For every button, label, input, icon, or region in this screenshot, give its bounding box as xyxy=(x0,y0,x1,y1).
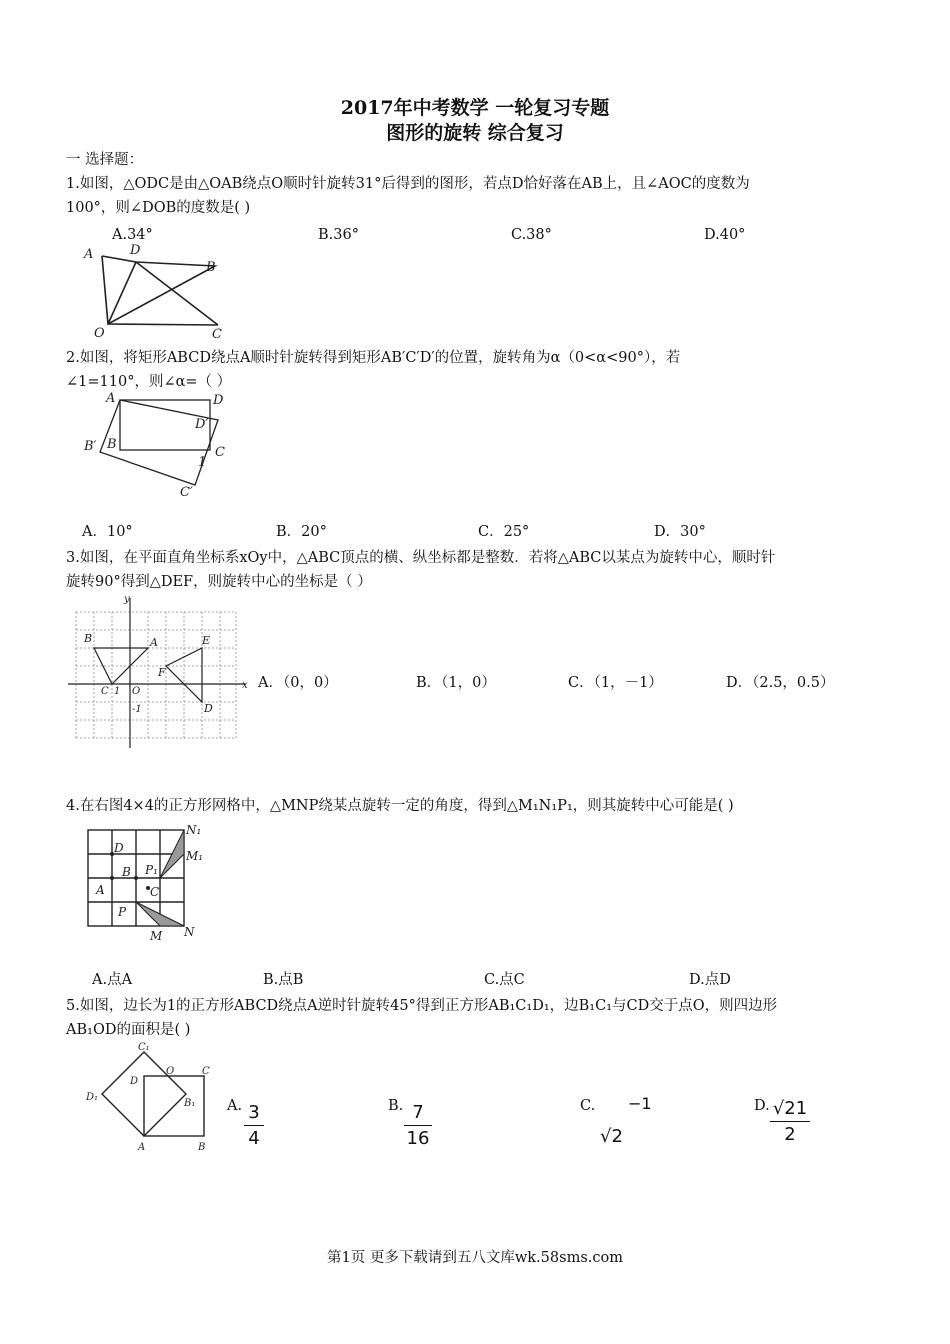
q2-label-c-prime: C′ xyxy=(180,485,193,500)
page-title-line1: 2017年中考数学 一轮复习专题 xyxy=(340,97,610,119)
q1-label-a: A xyxy=(84,247,94,262)
q2-label-d: D xyxy=(213,393,224,408)
q4-label-b: B xyxy=(122,865,131,879)
q1-label-o: O xyxy=(94,326,105,341)
q2-label-a: A xyxy=(106,391,116,406)
q5-answer-d-denominator: 2 xyxy=(784,1124,796,1145)
q4-label-p1: P₁ xyxy=(145,863,158,877)
q5-text-line1: 5.如图，边长为1的正方形ABCD绕点A逆时针旋转45°得到正方形AB₁C₁D₁，边B₁C₁与CD交于点O，则四边形 xyxy=(66,998,778,1014)
q5-answer-b-fraction xyxy=(404,1102,432,1149)
q5-answer-a-fraction xyxy=(244,1102,264,1149)
q4-label-m: M xyxy=(150,929,163,943)
q5-answer-a-denominator: 4 xyxy=(248,1128,260,1149)
q1-option-d: D.40° xyxy=(704,227,746,243)
q5-label-b: B xyxy=(198,1142,206,1153)
q2-option-b: B．20° xyxy=(276,524,327,540)
q5-option-c: C. xyxy=(580,1098,596,1114)
q5-label-c: C xyxy=(202,1066,210,1077)
q2-text-line2: ∠1=110°，则∠α=（ ） xyxy=(66,374,232,390)
q5-label-d: D xyxy=(130,1076,139,1087)
q4-option-d: D.点D xyxy=(689,972,731,988)
q2-figure xyxy=(80,390,240,505)
q5-option-a: A. xyxy=(227,1098,243,1114)
q5-label-c1: C₁ xyxy=(138,1042,150,1053)
q1-text-line1: 1.如图，△ODC是由△OAB绕点O顺时针旋转31°后得到的图形，若点D恰好落在AB上，且∠AOC的度数为 xyxy=(66,176,750,192)
q3-text-line2: 旋转90°得到△DEF，则旋转中心的坐标是（ ） xyxy=(66,574,372,590)
q5-label-o: O xyxy=(166,1066,175,1077)
q4-label-c: C xyxy=(150,885,160,899)
q5-answer-c-root: √2 xyxy=(600,1126,623,1147)
q2-label-b: B xyxy=(107,437,117,452)
page-title-line2: 图形的旋转 综合复习 xyxy=(386,122,564,144)
q3-figure xyxy=(68,590,254,750)
q5-answer-a-numerator: 3 xyxy=(248,1102,260,1123)
q2-label-d-prime: D′ xyxy=(195,417,209,432)
q4-label-a: A xyxy=(96,883,105,897)
q3-label-x: x xyxy=(242,680,248,691)
q3-label-a: A xyxy=(150,636,158,649)
q3-label-c: C xyxy=(101,686,109,697)
q2-label-c: C xyxy=(215,445,225,460)
q5-label-a: A xyxy=(138,1142,146,1153)
q3-label-f: F xyxy=(158,666,166,679)
page-footer: 第1页 更多下载请到五八文库wk.58sms.com xyxy=(327,1250,623,1266)
q5-option-d: D. xyxy=(754,1098,770,1114)
q5-text-line2: AB₁OD的面积是( ) xyxy=(66,1022,191,1038)
q2-option-a: A．10° xyxy=(82,524,133,540)
q4-option-b: B.点B xyxy=(263,972,304,988)
q2-option-c: C．25° xyxy=(478,524,530,540)
q5-answer-b-numerator: 7 xyxy=(412,1102,424,1123)
q4-label-m1: M₁ xyxy=(186,849,204,863)
q1-text-line2: 100°，则∠DOB的度数是( ) xyxy=(66,200,251,216)
q3-label-1: 1 xyxy=(114,686,121,697)
q4-option-a: A.点A xyxy=(92,972,133,988)
q2-text-line1: 2.如图，将矩形ABCD绕点A顺时针旋转得到矩形AB′C′D′的位置，旋转角为α（0<α<90°），若 xyxy=(66,350,681,366)
q4-figure xyxy=(82,822,212,944)
q5-label-b1: B₁ xyxy=(184,1098,196,1109)
q1-label-b: B xyxy=(206,260,216,275)
q5-answer-d-numerator: √21 xyxy=(772,1098,808,1119)
q3-label-d: D xyxy=(204,702,213,715)
q1-option-b: B.36° xyxy=(318,227,359,243)
q5-answer-d-fraction xyxy=(770,1098,810,1145)
q1-label-c: C xyxy=(212,327,222,342)
q4-text-line1: 4.在右图4×4的正方形网格中，△MNP绕某点旋转一定的角度，得到△M₁N₁P₁，则其旋转中心可能是( ) xyxy=(66,798,734,814)
q2-label-angle-1: 1 xyxy=(198,455,207,470)
q1-figure xyxy=(78,242,238,342)
q3-option-b: B．（1，0） xyxy=(416,675,496,691)
q3-label-o: O xyxy=(132,686,141,697)
q5-figure xyxy=(80,1040,220,1155)
q2-option-d: D．30° xyxy=(654,524,706,540)
q3-label-minus1: -1 xyxy=(132,704,142,715)
q3-text-line1: 3.如图，在平面直角坐标系xOy中，△ABC顶点的横、纵坐标都是整数．若将△ABC以某点为旋转中心，顺时针 xyxy=(66,550,776,566)
q1-label-d: D xyxy=(130,243,141,258)
q4-label-d: D xyxy=(114,841,124,855)
q1-option-a: A.34° xyxy=(112,227,153,243)
section-label: 一 选择题： xyxy=(66,152,144,168)
q4-label-n: N xyxy=(184,925,195,939)
q3-label-e: E xyxy=(202,634,211,647)
q4-label-p: P xyxy=(118,905,127,919)
q5-answer-b-denominator: 16 xyxy=(406,1128,430,1149)
q2-label-b-prime: B′ xyxy=(84,439,97,454)
q5-label-d1: D₁ xyxy=(86,1092,99,1103)
q3-label-b: B xyxy=(84,632,93,645)
q3-option-a: A．（0，0） xyxy=(258,675,338,691)
q3-option-d: D．（2.5，0.5） xyxy=(726,675,835,691)
q3-label-y: y xyxy=(124,594,130,605)
q5-option-b: B. xyxy=(388,1098,404,1114)
q3-option-c: C．（1，－1） xyxy=(568,675,663,691)
q5-answer-c-minus-one: −1 xyxy=(628,1094,652,1113)
q1-option-c: C.38° xyxy=(511,227,552,243)
q4-label-n1: N₁ xyxy=(186,823,202,837)
q4-option-c: C.点C xyxy=(484,972,525,988)
